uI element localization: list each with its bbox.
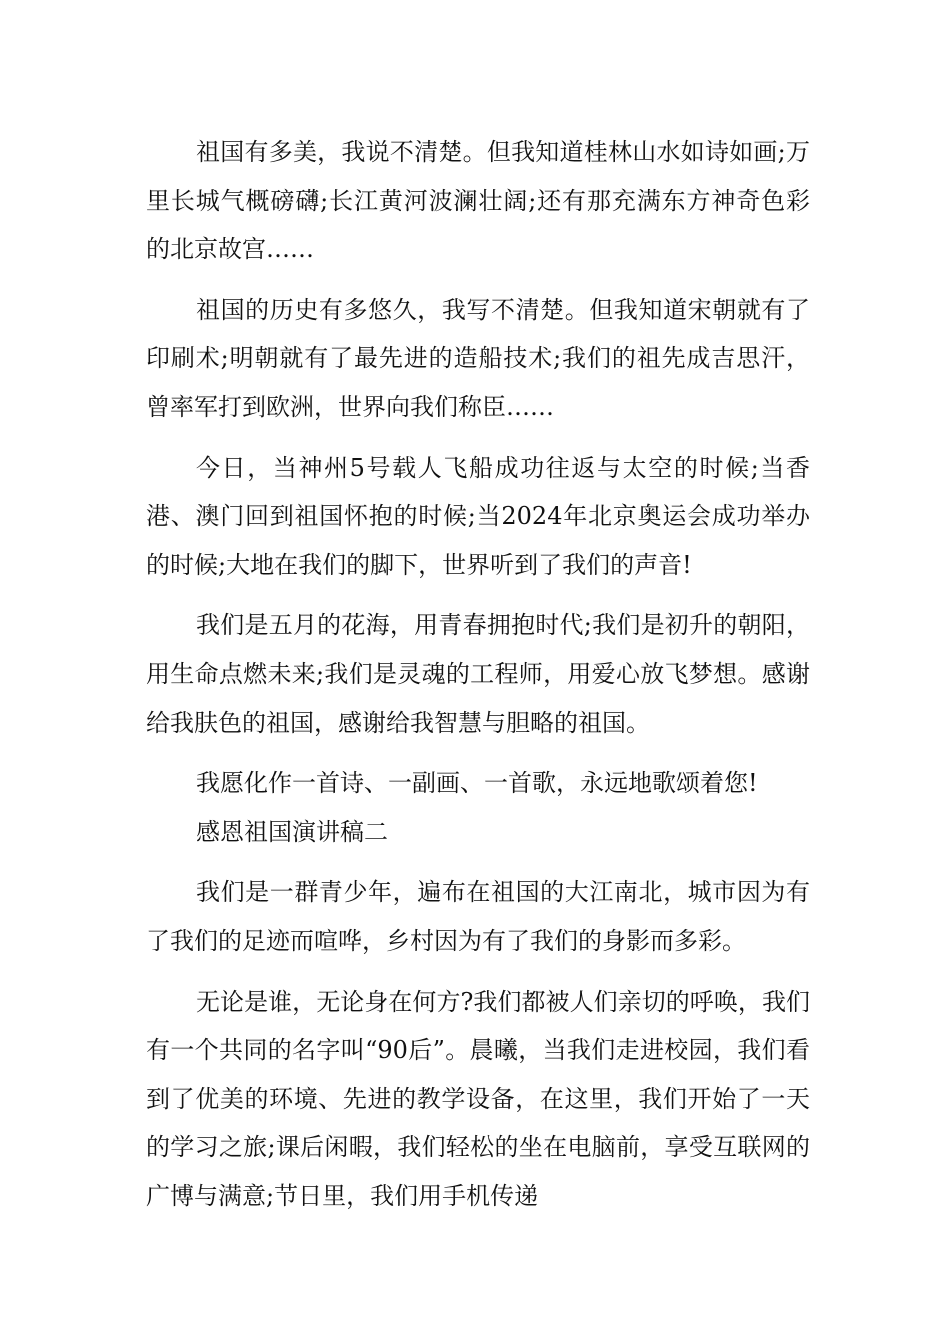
paragraph-90s: 无论是谁，无论身在何方?我们都被人们亲切的呼唤，我们有一个共同的名字叫“90后”。晨曦，当我们走进校园，我们看到了优美的环境、先进的教学设备，在这里，我们开始了一天的学习之旅;课后闲暇，我们轻松的坐在电脑前，享受互联网的广博与满意;节日里，我们用手机传递 <box>146 987 810 1210</box>
document-page <box>146 128 810 1220</box>
paragraph-beauty: 祖国有多美，我说不清楚。但我知道桂林山水如诗如画;万里长城气概磅礴;长江黄河波澜壮阔;还有那充满东方神奇色彩的北京故宫…… <box>146 138 810 264</box>
paragraph-youth: 我们是一群青少年，遍布在祖国的大江南北，城市因为有了我们的足迹而喧哗，乡村因为有了我们的身影而多彩。 <box>146 878 810 955</box>
paragraph-we-are: 我们是五月的花海，用青春拥抱时代;我们是初升的朝阳，用生命点燃未来;我们是灵魂的工程师，用爱心放飞梦想。感谢给我肤色的祖国，感谢给我智慧与胆略的祖国。 <box>146 611 810 737</box>
section-title: 感恩祖国演讲稿二 <box>196 817 388 846</box>
paragraph-wish: 我愿化作一首诗、一副画、一首歌，永远地歌颂着您! <box>196 769 758 798</box>
paragraph-today: 今日，当神州5号载人飞船成功往返与太空的时候;当香港、澳门回到祖国怀抱的时候;当2024年北京奥运会成功举办的时候;大地在我们的脚下，世界听到了我们的声音! <box>146 453 810 579</box>
paragraph-history: 祖国的历史有多悠久，我写不清楚。但我知道宋朝就有了印刷术;明朝就有了最先进的造船技术;我们的祖先成吉思汗，曾率军打到欧洲，世界向我们称臣…… <box>146 295 810 421</box>
